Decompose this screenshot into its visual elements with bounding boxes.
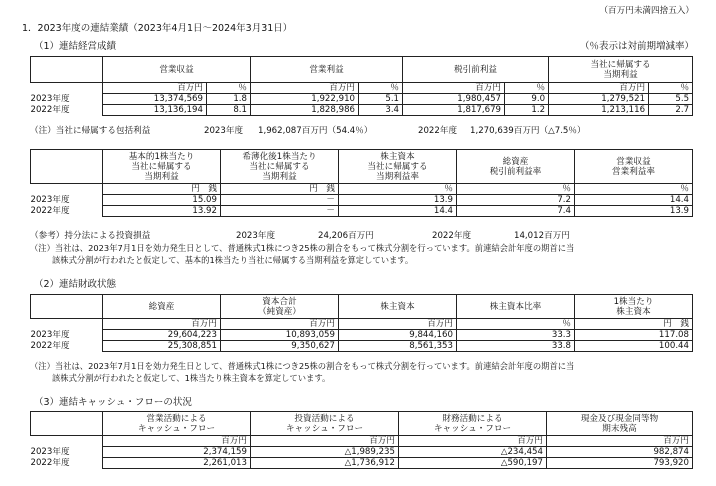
split-note-line: 該株式分割が行われたと仮定して、1株当たり株主資本を算定しています。: [52, 373, 331, 383]
split-note-line: （注）当社は、2023年7月1日を効力発生日として、普通株式1株につき25株の割合をもって株式分割を行っています。前連結会計年度の期首に当: [30, 243, 575, 253]
unit-cell: ％: [339, 184, 457, 195]
value-cell: 9.0: [505, 94, 549, 105]
col-header: 現金及び現金同等物 期末残高: [547, 412, 693, 436]
split-note-line: 該株式分割が行われたと仮定して、基本的1株当たり当社に帰属する当期利益を算定しています。: [52, 255, 414, 265]
col-header: 営業利益: [251, 57, 403, 83]
unit-cell: ％: [359, 83, 403, 94]
unit-cell: ％: [457, 319, 575, 330]
col-header: 営業活動による キャッシュ・フロー: [103, 412, 251, 436]
value-cell: 14.4: [339, 206, 457, 217]
unit-cell: 百万円: [403, 83, 505, 94]
unit-cell: ％: [505, 83, 549, 94]
unit-cell: 百万円: [251, 83, 359, 94]
unit-cell: 円 銭: [103, 184, 221, 195]
row-label: 2022年度: [30, 341, 70, 351]
col-header: 営業収益 営業利益率: [575, 150, 693, 184]
value-cell: 9,844,160: [339, 330, 457, 341]
col-header: 1株当たり 株主資本: [575, 295, 693, 319]
col-header: 資本合計 （純資産）: [221, 295, 339, 319]
ref-value: 24,206百万円: [318, 231, 374, 241]
unit-cell: 百万円: [339, 319, 457, 330]
value-cell: 25,308,851: [103, 341, 221, 352]
s1-title: （1）連結経営成績: [34, 41, 117, 52]
corner-cell: [31, 295, 103, 319]
row-label: 2023年度: [30, 94, 70, 104]
value-cell: 117.08: [575, 330, 693, 341]
unit-cell: 円 銭: [221, 184, 339, 195]
results-table: [30, 56, 693, 116]
value-cell: 7.4: [457, 206, 575, 217]
table-row: [31, 105, 693, 116]
value-cell: 8,561,353: [339, 341, 457, 352]
value-cell: 13.9: [339, 195, 457, 206]
corner-cell: [31, 57, 103, 83]
value-cell: 793,920: [547, 458, 693, 469]
table-row: [31, 195, 693, 206]
value-cell: 1,817,679: [403, 105, 505, 116]
value-cell: 1,980,457: [403, 94, 505, 105]
value-cell: 14.4: [575, 195, 693, 206]
col-header: 株主資本: [339, 295, 457, 319]
note-year: 2023年度: [204, 126, 244, 136]
unit-note: （百万円未満四捨五入）: [599, 6, 694, 16]
ratios-table: [30, 149, 693, 217]
value-cell: 13,136,194: [103, 105, 207, 116]
unit-cell: ％: [207, 83, 251, 94]
col-header: 基本的1株当たり 当社に帰属する 当期利益: [103, 150, 221, 184]
table-row: [31, 341, 693, 352]
unit-cell: 百万円: [547, 436, 693, 447]
value-cell: －: [221, 195, 339, 206]
s2-title: （2）連結財政状態: [34, 279, 117, 290]
note-year: 2022年度: [418, 126, 458, 136]
unit-cell: ％: [457, 184, 575, 195]
value-cell: 982,874: [547, 447, 693, 458]
equity-method-ref: （参考）持分法による投資損益: [30, 231, 151, 241]
table-row: [31, 206, 693, 217]
value-cell: 1.2: [505, 105, 549, 116]
value-cell: 13.9: [575, 206, 693, 217]
unit-cell: 百万円: [103, 319, 221, 330]
ref-year: 2023年度: [236, 231, 276, 241]
value-cell: 7.2: [457, 195, 575, 206]
unit-cell: 百万円: [221, 319, 339, 330]
unit-cell: ％: [649, 83, 693, 94]
row-label: 2022年度: [30, 206, 70, 216]
comprehensive-income-note: （注）当社に帰属する包括利益: [30, 126, 151, 136]
ref-year: 2022年度: [432, 231, 472, 241]
ref-value: 14,012百万円: [514, 231, 570, 241]
table-row: [31, 458, 693, 469]
value-cell: 1,922,910: [251, 94, 359, 105]
row-label: 2023年度: [30, 447, 70, 457]
table-row: [31, 94, 693, 105]
value-cell: △590,197: [399, 458, 547, 469]
unit-cell: 円 銭: [575, 319, 693, 330]
value-cell: 5.5: [649, 94, 693, 105]
value-cell: 8.1: [207, 105, 251, 116]
s3-title: （3）連結キャッシュ・フローの状況: [34, 397, 192, 408]
value-cell: 13,374,569: [103, 94, 207, 105]
corner-cell: [31, 412, 103, 436]
col-header: 総資産 税引前利益率: [457, 150, 575, 184]
unit-cell: ％: [575, 184, 693, 195]
section-heading: 1．2023年度の連結業績（2023年4月1日～2024年3月31日）: [22, 23, 293, 34]
value-cell: △234,454: [399, 447, 547, 458]
unit-cell: 百万円: [103, 83, 207, 94]
value-cell: 1,213,116: [549, 105, 649, 116]
col-header: 財務活動による キャッシュ・フロー: [399, 412, 547, 436]
value-cell: 29,604,223: [103, 330, 221, 341]
note-value: 1,270,639百万円（△7.5％）: [470, 126, 586, 136]
value-cell: 1.8: [207, 94, 251, 105]
value-cell: 2.7: [649, 105, 693, 116]
row-label: 2023年度: [30, 330, 70, 340]
split-note-line: （注）当社は、2023年7月1日を効力発生日として、普通株式1株につき25株の割合をもって株式分割を行っています。前連結会計年度の期首に当: [30, 361, 575, 371]
value-cell: 15.09: [103, 195, 221, 206]
row-label: 2022年度: [30, 105, 70, 115]
unit-cell: 百万円: [103, 436, 251, 447]
table-row: [31, 447, 693, 458]
unit-cell: 百万円: [399, 436, 547, 447]
value-cell: －: [221, 206, 339, 217]
value-cell: 2,261,013: [103, 458, 251, 469]
col-header: 投資活動による キャッシュ・フロー: [251, 412, 399, 436]
value-cell: 1,828,986: [251, 105, 359, 116]
value-cell: 5.1: [359, 94, 403, 105]
unit-cell: 百万円: [251, 436, 399, 447]
financial-position-table: [30, 294, 693, 352]
table-row: [31, 330, 693, 341]
col-header: 営業収益: [103, 57, 251, 83]
note-value: 1,962,087百万円（54.4％）: [258, 126, 373, 136]
corner-cell: [31, 150, 103, 184]
value-cell: 13.92: [103, 206, 221, 217]
value-cell: 10,893,059: [221, 330, 339, 341]
value-cell: 100.44: [575, 341, 693, 352]
value-cell: △1,989,235: [251, 447, 399, 458]
unit-cell: 百万円: [549, 83, 649, 94]
cash-flow-table: [30, 411, 693, 469]
pct-note: （％表示は対前期増減率）: [579, 41, 694, 52]
value-cell: 33.8: [457, 341, 575, 352]
col-header: 株主資本 当社に帰属する 当期利益率: [339, 150, 457, 184]
value-cell: 2,374,159: [103, 447, 251, 458]
value-cell: 33.3: [457, 330, 575, 341]
value-cell: 1,279,521: [549, 94, 649, 105]
col-header: 税引前利益: [403, 57, 549, 83]
col-header: 総資産: [103, 295, 221, 319]
col-header: 株主資本比率: [457, 295, 575, 319]
col-header: 希薄化後1株当たり 当社に帰属する 当期利益: [221, 150, 339, 184]
value-cell: 3.4: [359, 105, 403, 116]
col-header: 当社に帰属する 当期利益: [549, 57, 693, 83]
value-cell: 9,350,627: [221, 341, 339, 352]
value-cell: △1,736,912: [251, 458, 399, 469]
row-label: 2022年度: [30, 458, 70, 468]
row-label: 2023年度: [30, 195, 70, 205]
